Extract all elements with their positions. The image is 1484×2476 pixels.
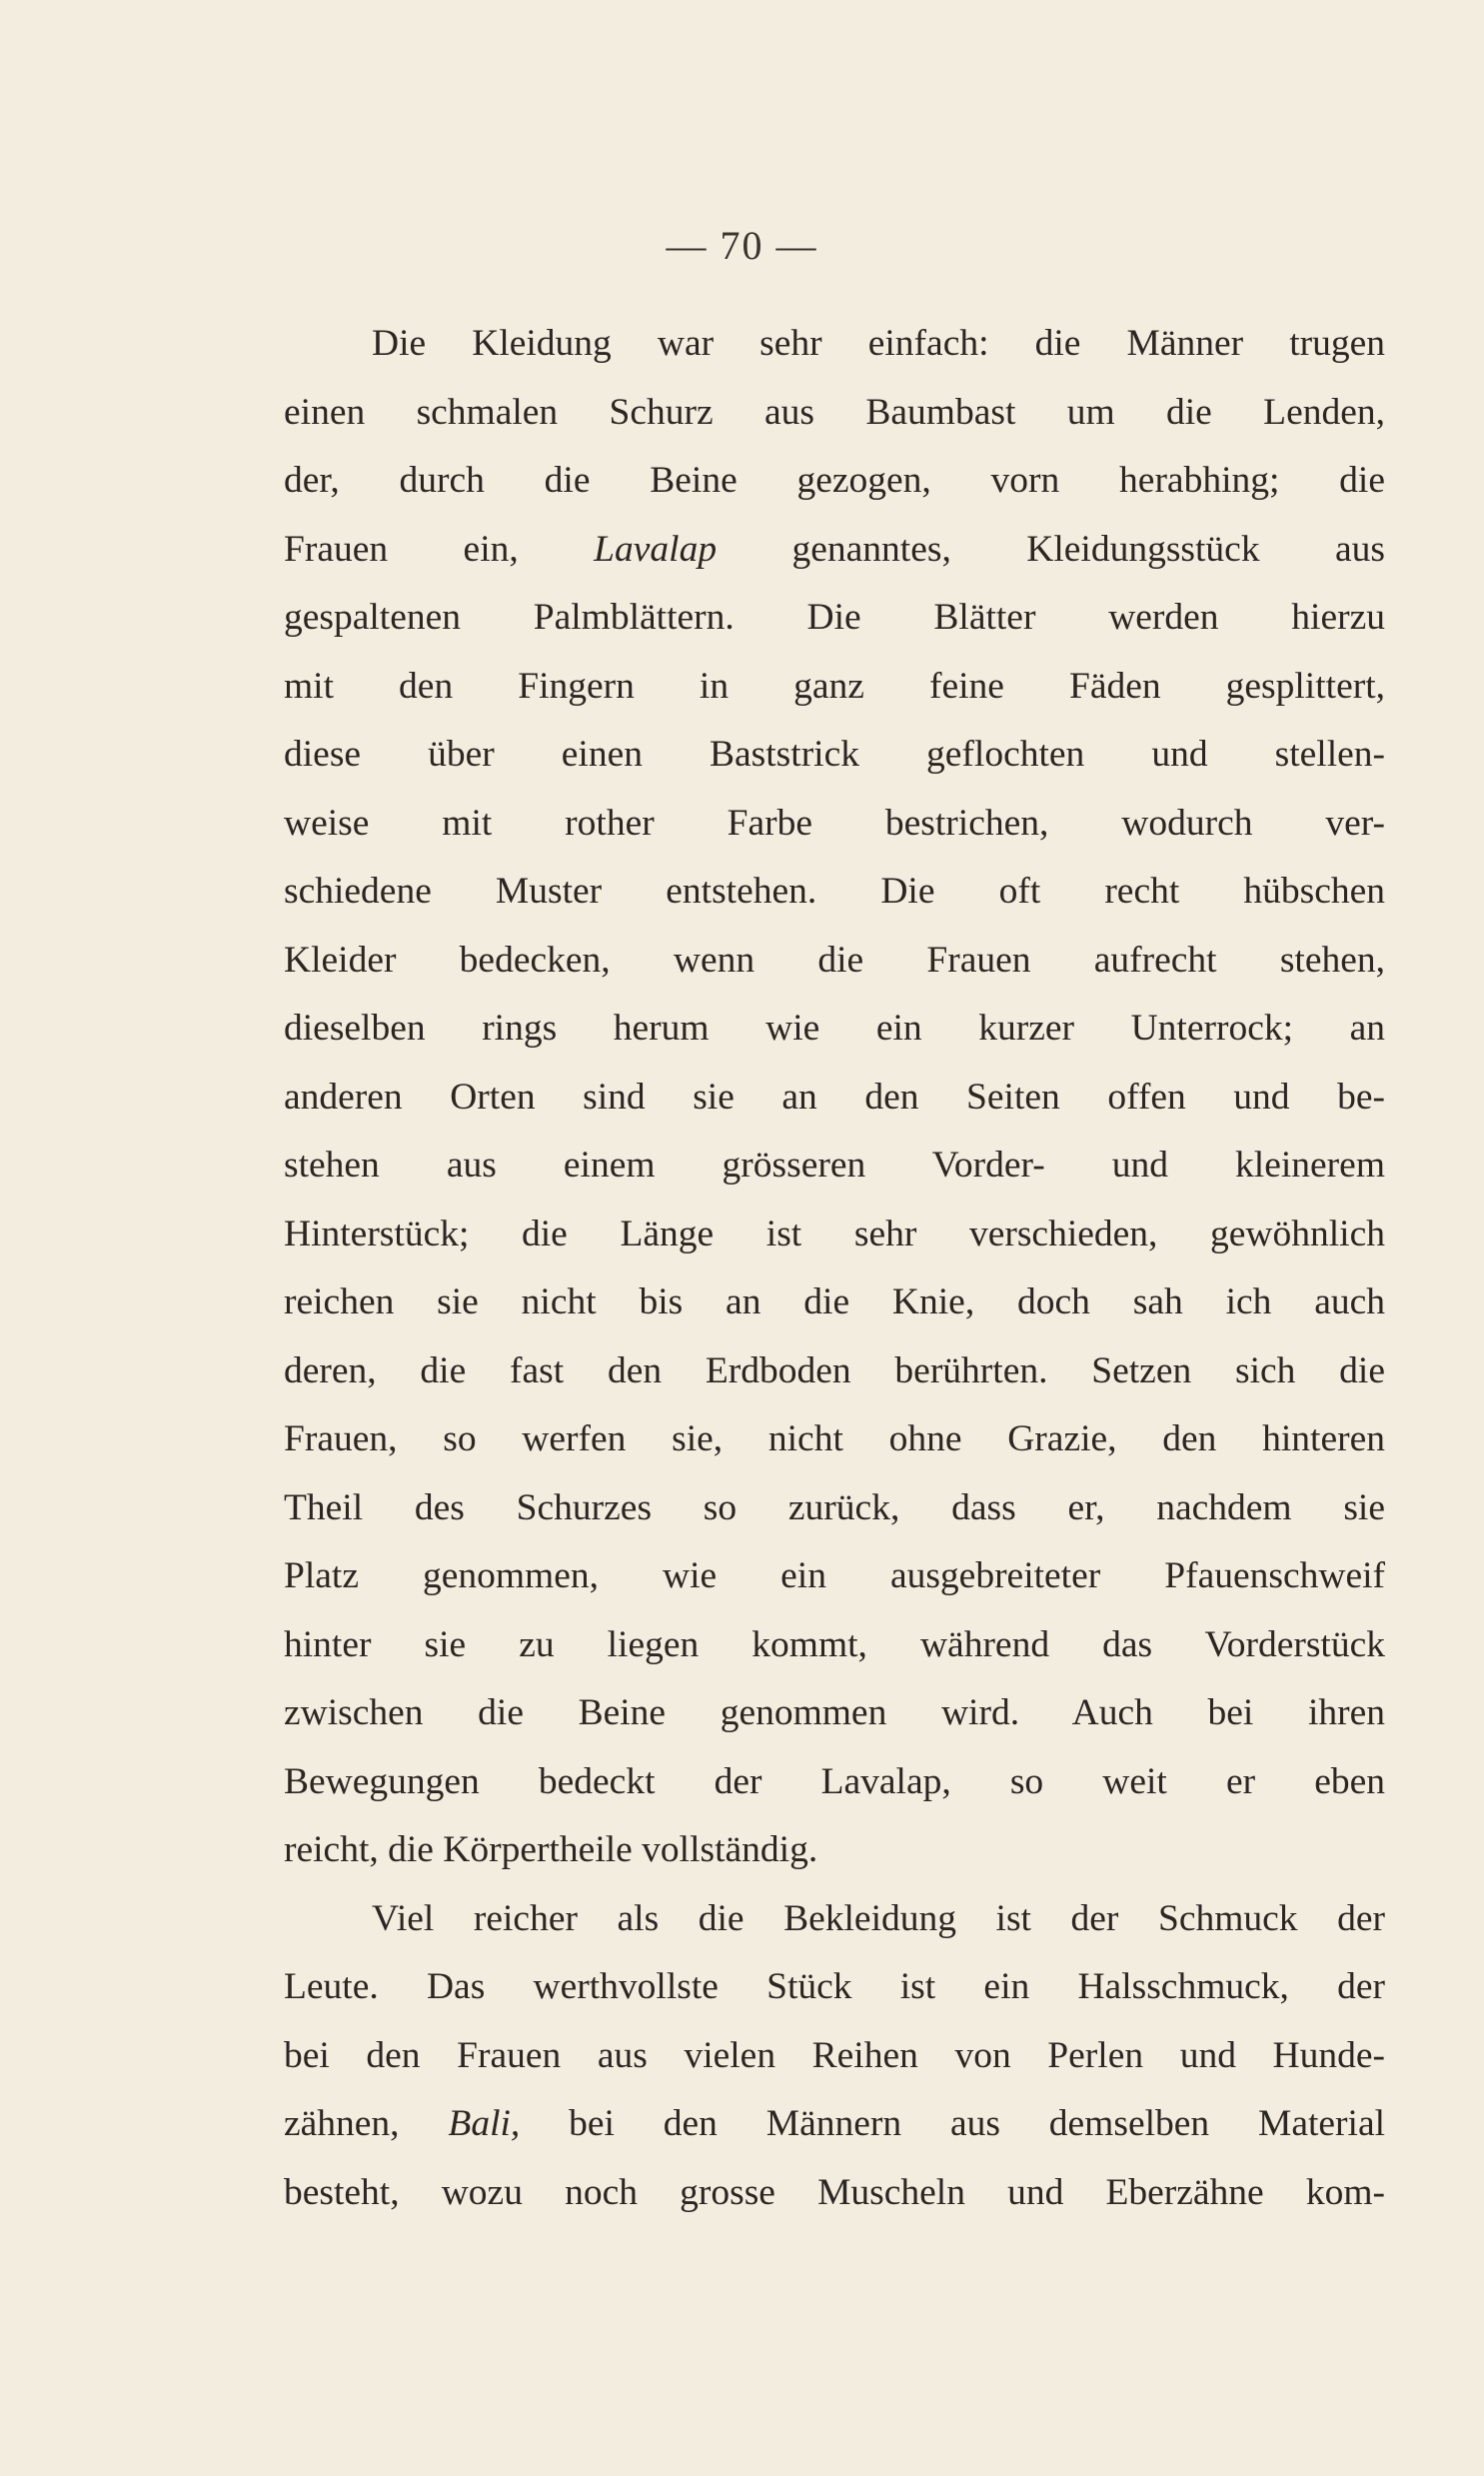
text-line: Kleider bedecken, wenn die Frauen aufrecht stehen,	[284, 939, 1385, 981]
text-line: deren, die fast den Erdboden berührten. Setzen sich die	[284, 1349, 1385, 1391]
text-line: dieselben rings herum wie ein kurzer Unterrock; an	[284, 1008, 1385, 1049]
text-line: diese über einen Baststrick geflochten und stellen-	[284, 734, 1385, 775]
text-line: Frauen, so werfen sie, nicht ohne Grazie, den hinteren	[284, 1418, 1385, 1459]
text-line: Bewegungen bedeckt der Lavalap, so weit er eben	[284, 1760, 1385, 1802]
text-line: gespaltenen Palmblättern. Die Blätter werden hierzu	[284, 597, 1385, 638]
text-line: Hinterstück; die Länge ist sehr verschieden, gewöhnlich	[284, 1213, 1385, 1254]
text-line: bei den Frauen aus vielen Reihen von Perlen und Hunde-	[284, 2034, 1385, 2076]
page-number: — 70 —	[666, 223, 818, 268]
text-line: Viel reicher als die Bekleidung ist der Schmuck der	[372, 1897, 1385, 1939]
text-line: schiedene Muster entstehen. Die oft recht hübschen	[284, 871, 1385, 912]
text-line: Die Kleidung war sehr einfach: die Männer trugen	[372, 323, 1385, 364]
text-line: zwischen die Beine genommen wird. Auch bei ihren	[284, 1692, 1385, 1733]
text-line: hinter sie zu liegen kommt, während das Vorderstück	[284, 1623, 1385, 1665]
text-segment: zähnen,	[284, 2103, 449, 2144]
text-line: besteht, wozu noch grosse Muscheln und Eberzähne kom-	[284, 2171, 1385, 2213]
italic-term: Lavalap	[594, 528, 718, 570]
italic-term: Bali,	[448, 2103, 521, 2144]
text-segment: genanntes, Kleidungsstück aus	[717, 528, 1385, 570]
text-line: reichen sie nicht bis an die Knie, doch sah ich auch	[284, 1281, 1385, 1322]
text-line: reicht, die Körpertheile vollständig.	[284, 1829, 818, 1870]
text-line: Theil des Schurzes so zurück, dass er, nachdem sie	[284, 1486, 1385, 1528]
body-text	[284, 310, 1385, 2227]
text-line: einen schmalen Schurz aus Baumbast um die Lenden,	[284, 391, 1385, 433]
text-line: stehen aus einem grösseren Vorder- und kleinerem	[284, 1145, 1385, 1186]
text-line	[284, 516, 1385, 585]
text-line: der, durch die Beine gezogen, vorn herabhing; die	[284, 460, 1385, 501]
text-line: mit den Fingern in ganz feine Fäden gesplittert,	[284, 665, 1385, 707]
text-line: weise mit rother Farbe bestrichen, wodurch ver-	[284, 802, 1385, 844]
text-line: anderen Orten sind sie an den Seiten offen und be-	[284, 1076, 1385, 1118]
text-line	[284, 2090, 1385, 2159]
text-line: Leute. Das werthvollste Stück ist ein Halsschmuck, der	[284, 1966, 1385, 2007]
text-segment: bei den Männern aus demselben Material	[520, 2103, 1385, 2144]
text-segment: Frauen ein,	[284, 528, 595, 570]
text-line: Platz genommen, wie ein ausgebreiteter Pfauenschweif	[284, 1555, 1385, 1596]
